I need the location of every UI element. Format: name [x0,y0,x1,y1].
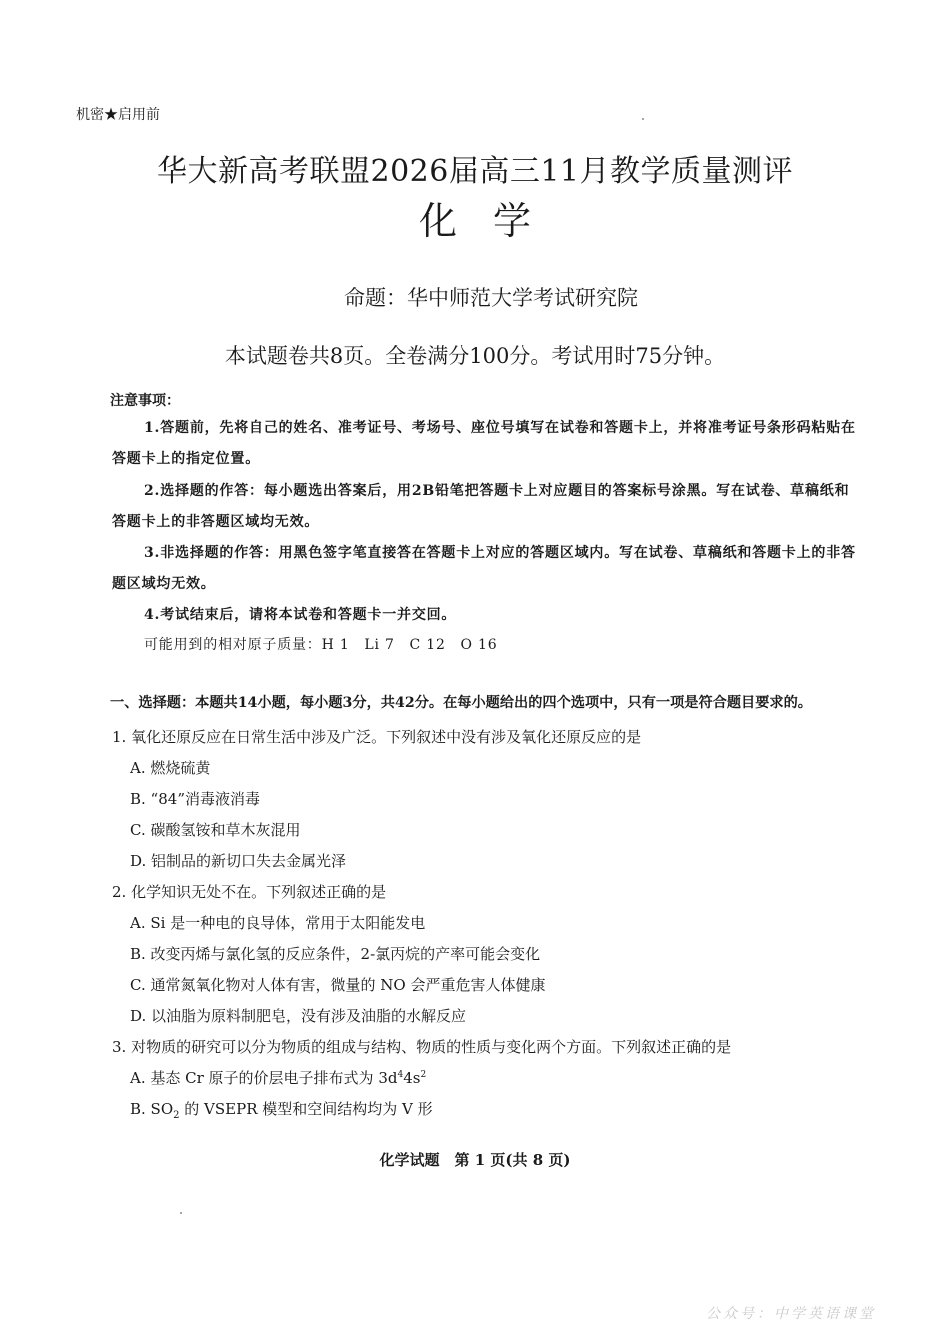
superscript: 4 [397,1070,404,1080]
question-option: B. 改变丙烯与氯化氢的反应条件，2-氯丙烷的产率可能会变化 [130,945,541,963]
question-option [130,1098,433,1121]
question-option: C. 通常氮氧化物对人体有害，微量的 NO 会严重危害人体健康 [130,976,546,994]
question-stem: 3. 对物质的研究可以分为物质的组成与结构、物质的性质与变化两个方面。下列叙述正确的是 [112,1038,732,1056]
question-option: B. “84”消毒液消毒 [130,790,260,808]
subject-title: 化学 [418,199,567,243]
atomic-masses: 可能用到的相对原子质量：H 1 Li 7 C 12 O 16 [144,637,498,653]
exam-title: 华大新高考联盟2026届高三11月教学质量测评 [156,154,794,189]
question-option: D. 铝制品的新切口失去金属光泽 [130,852,347,870]
scan-dot [180,1212,182,1214]
subscript: 2 [173,1110,180,1121]
option-text: 4s [403,1069,421,1087]
section-heading: 一、选择题：本题共14小题，每小题3分，共42分。在每小题给出的四个选项中，只有一项是符合题目要求的。 [110,695,812,711]
question-option: A. 燃烧硫黄 [130,759,211,777]
option-text: A. 基态 Cr 原子的价层电子排布式为 3d [130,1069,398,1087]
superscript: 2 [420,1070,427,1080]
note-item: 4.考试结束后，请将本试卷和答题卡一并交回。 [144,607,457,623]
option-text: B. SO [130,1100,174,1118]
watermark: 公众号：中学英语课堂 [706,1306,876,1322]
note-item: 1.答题前，先将自己的姓名、准考证号、考场号、座位号填写在试卷和答题卡上，并将准考证号条形码粘贴在答题卡上的指定位置。 [112,420,856,467]
note-item: 2.选择题的作答：每小题选出答案后，用2B铅笔把答题卡上对应题目的答案标号涂黑。写在试卷、草稿纸和答题卡上的非答题区域均无效。 [112,483,850,530]
exam-info: 本试题卷共8页。全卷满分100分。考试用时75分钟。 [224,344,726,368]
scan-dot [642,118,644,120]
question-option: D. 以油脂为原料制肥皂，没有涉及油脂的水解反应 [130,1007,467,1025]
question-stem: 1. 氧化还原反应在日常生活中涉及广泛。下列叙述中没有涉及氧化还原反应的是 [112,728,642,746]
note-item: 3.非选择题的作答：用黑色签字笔直接答在答题卡上对应的答题区域内。写在试卷、草稿纸和答题卡上的非答题区域均无效。 [112,545,856,592]
question-option: A. Si 是一种电的良导体，常用于太阳能发电 [130,914,426,932]
page-footer: 化学试题 第 1 页(共 8 页) [379,1151,571,1169]
question-stem: 2. 化学知识无处不在。下列叙述正确的是 [112,883,387,901]
notes-heading: 注意事项： [110,393,180,409]
question-option: C. 碳酸氢铵和草木灰混用 [130,821,301,839]
option-text: 的 VSEPR 模型和空间结构均为 V 形 [179,1100,433,1118]
confidential-label: 机密★启用前 [76,107,160,123]
setter-line: 命题：华中师范大学考试研究院 [344,286,638,310]
question-option [130,1067,426,1088]
